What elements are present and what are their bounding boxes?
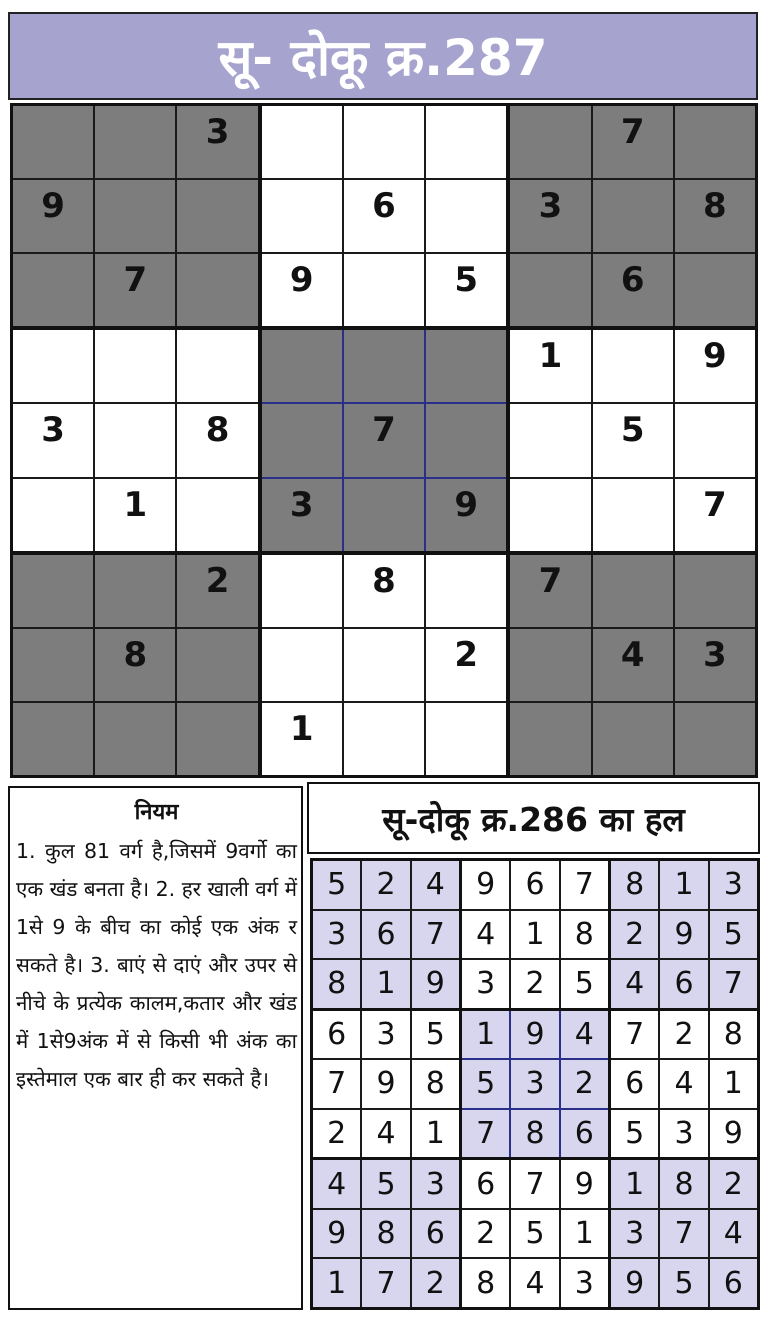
grid-cell: 8 <box>412 1060 459 1108</box>
grid-cell: 3 <box>313 911 360 959</box>
grid-cell: 3 <box>660 1110 707 1158</box>
grid-cell: 6 <box>362 911 409 959</box>
grid-cell: 4 <box>561 1011 608 1059</box>
grid-cell[interactable]: 9 <box>675 330 755 402</box>
grid-cell: 9 <box>511 1011 558 1059</box>
grid-cell[interactable]: 7 <box>510 555 590 627</box>
grid-cell[interactable] <box>510 404 590 476</box>
grid-cell[interactable] <box>510 703 590 775</box>
grid-box <box>13 106 258 326</box>
solution-title: सू-दोकू क्र.286 का हल <box>307 782 760 854</box>
grid-cell: 3 <box>462 960 509 1008</box>
grid-cell[interactable]: 3 <box>262 479 342 551</box>
grid-cell: 6 <box>412 1210 459 1258</box>
grid-cell[interactable] <box>177 254 257 326</box>
grid-cell: 1 <box>313 1259 360 1307</box>
grid-cell: 8 <box>660 1160 707 1208</box>
grid-cell: 1 <box>412 1110 459 1158</box>
grid-cell[interactable] <box>675 106 755 178</box>
grid-box <box>313 1011 459 1158</box>
grid-cell: 2 <box>412 1259 459 1307</box>
grid-cell[interactable]: 5 <box>593 404 673 476</box>
grid-box <box>462 1160 608 1307</box>
grid-cell: 3 <box>412 1160 459 1208</box>
grid-box <box>13 330 258 550</box>
grid-box <box>313 861 459 1008</box>
grid-cell[interactable]: 1 <box>95 479 175 551</box>
grid-cell[interactable] <box>426 106 506 178</box>
grid-cell: 1 <box>561 1210 608 1258</box>
grid-cell[interactable]: 3 <box>13 404 93 476</box>
grid-cell[interactable] <box>262 404 342 476</box>
grid-cell: 3 <box>710 861 757 909</box>
grid-cell: 7 <box>561 861 608 909</box>
grid-cell[interactable] <box>95 330 175 402</box>
grid-cell: 1 <box>462 1011 509 1059</box>
grid-cell: 6 <box>313 1011 360 1059</box>
grid-cell[interactable] <box>95 703 175 775</box>
grid-cell[interactable] <box>13 703 93 775</box>
grid-cell[interactable] <box>675 555 755 627</box>
grid-cell[interactable] <box>95 404 175 476</box>
grid-cell[interactable] <box>344 479 424 551</box>
grid-cell: 7 <box>362 1259 409 1307</box>
grid-cell: 9 <box>611 1259 658 1307</box>
grid-cell[interactable] <box>177 180 257 252</box>
puzzle-title: सू- दोकू क्र.287 <box>8 12 758 100</box>
grid-box <box>462 1011 608 1158</box>
grid-cell: 8 <box>313 960 360 1008</box>
rules-text: 1. कुल 81 वर्ग है,जिसमें 9वर्गो का एक खंड बनता है। 2. हर खाली वर्ग में 1से 9 के बीच का कोई एक अंक र सकते है। 3. बाएं से दाएं और उपर से नीचे के प्रत्येक कालम,कतार और खंड में 1से9अंक में से किसी भी अंक का इस्तेमाल एक बार ही कर सकते है। <box>16 839 297 1091</box>
grid-cell[interactable] <box>177 330 257 402</box>
grid-cell[interactable] <box>13 254 93 326</box>
grid-box <box>510 106 755 326</box>
grid-cell[interactable] <box>426 404 506 476</box>
grid-cell[interactable] <box>13 479 93 551</box>
grid-cell: 8 <box>511 1110 558 1158</box>
rules-panel <box>8 786 303 1310</box>
grid-cell[interactable]: 8 <box>675 180 755 252</box>
grid-cell: 1 <box>511 911 558 959</box>
grid-cell: 9 <box>462 861 509 909</box>
grid-cell: 3 <box>511 1060 558 1108</box>
grid-cell: 2 <box>462 1210 509 1258</box>
grid-cell[interactable] <box>426 703 506 775</box>
grid-cell[interactable] <box>510 629 590 701</box>
grid-cell: 2 <box>313 1110 360 1158</box>
grid-box <box>262 106 507 326</box>
grid-cell: 9 <box>561 1160 608 1208</box>
rules-heading: नियम <box>134 800 179 825</box>
grid-cell[interactable] <box>13 629 93 701</box>
sudoku-solution-grid <box>310 858 760 1310</box>
grid-cell[interactable] <box>426 180 506 252</box>
grid-cell[interactable] <box>593 479 673 551</box>
grid-box <box>611 861 757 1008</box>
grid-cell[interactable] <box>426 555 506 627</box>
grid-cell: 7 <box>462 1110 509 1158</box>
grid-cell: 3 <box>362 1011 409 1059</box>
grid-cell[interactable] <box>95 555 175 627</box>
grid-cell: 2 <box>511 960 558 1008</box>
grid-box <box>611 1160 757 1307</box>
grid-cell: 3 <box>611 1210 658 1258</box>
grid-box <box>13 555 258 775</box>
grid-cell[interactable]: 6 <box>593 254 673 326</box>
grid-cell[interactable] <box>13 330 93 402</box>
grid-cell[interactable]: 2 <box>426 629 506 701</box>
grid-cell[interactable] <box>177 479 257 551</box>
grid-cell[interactable]: 5 <box>426 254 506 326</box>
grid-cell[interactable] <box>593 703 673 775</box>
grid-cell: 2 <box>561 1060 608 1108</box>
grid-box <box>462 861 608 1008</box>
grid-cell: 4 <box>710 1210 757 1258</box>
grid-cell[interactable] <box>262 555 342 627</box>
grid-cell[interactable]: 7 <box>593 106 673 178</box>
grid-cell[interactable] <box>344 254 424 326</box>
grid-cell[interactable]: 4 <box>593 629 673 701</box>
grid-cell[interactable]: 7 <box>675 479 755 551</box>
grid-cell[interactable] <box>262 629 342 701</box>
grid-cell[interactable] <box>675 254 755 326</box>
grid-cell: 9 <box>660 911 707 959</box>
grid-cell[interactable] <box>262 180 342 252</box>
grid-cell: 6 <box>561 1110 608 1158</box>
grid-cell[interactable]: 8 <box>177 404 257 476</box>
grid-cell: 7 <box>660 1210 707 1258</box>
grid-cell[interactable]: 1 <box>510 330 590 402</box>
grid-cell: 2 <box>362 861 409 909</box>
grid-cell: 5 <box>362 1160 409 1208</box>
grid-cell[interactable]: 7 <box>95 254 175 326</box>
grid-cell[interactable] <box>593 330 673 402</box>
grid-cell: 5 <box>462 1060 509 1108</box>
grid-cell: 5 <box>611 1110 658 1158</box>
grid-cell: 6 <box>511 861 558 909</box>
grid-cell[interactable]: 3 <box>510 180 590 252</box>
grid-cell: 6 <box>611 1060 658 1108</box>
grid-cell: 5 <box>313 861 360 909</box>
grid-box <box>262 330 507 550</box>
grid-cell[interactable]: 8 <box>344 555 424 627</box>
grid-cell[interactable] <box>510 254 590 326</box>
grid-cell: 1 <box>611 1160 658 1208</box>
grid-cell: 9 <box>313 1210 360 1258</box>
grid-cell: 5 <box>710 911 757 959</box>
grid-cell: 7 <box>710 960 757 1008</box>
grid-cell: 7 <box>412 911 459 959</box>
grid-cell: 6 <box>462 1160 509 1208</box>
grid-cell[interactable] <box>177 629 257 701</box>
grid-cell: 6 <box>710 1259 757 1307</box>
grid-cell[interactable] <box>426 330 506 402</box>
grid-cell: 1 <box>362 960 409 1008</box>
grid-cell[interactable] <box>262 106 342 178</box>
grid-box <box>510 555 755 775</box>
grid-cell[interactable] <box>510 106 590 178</box>
grid-cell[interactable]: 9 <box>13 180 93 252</box>
grid-cell: 4 <box>412 861 459 909</box>
grid-cell: 4 <box>313 1160 360 1208</box>
grid-cell: 5 <box>561 960 608 1008</box>
grid-cell: 9 <box>710 1110 757 1158</box>
grid-cell: 4 <box>660 1060 707 1108</box>
grid-box <box>262 555 507 775</box>
grid-cell[interactable]: 6 <box>344 180 424 252</box>
grid-cell[interactable] <box>13 555 93 627</box>
grid-cell: 4 <box>362 1110 409 1158</box>
grid-cell[interactable]: 7 <box>344 404 424 476</box>
grid-cell[interactable] <box>593 180 673 252</box>
sudoku-puzzle-grid <box>10 103 758 778</box>
grid-cell[interactable] <box>675 404 755 476</box>
grid-cell: 4 <box>462 911 509 959</box>
grid-cell: 5 <box>412 1011 459 1059</box>
grid-cell: 3 <box>561 1259 608 1307</box>
grid-cell: 8 <box>611 861 658 909</box>
grid-cell: 9 <box>362 1060 409 1108</box>
grid-cell[interactable]: 9 <box>262 254 342 326</box>
grid-cell[interactable] <box>593 555 673 627</box>
grid-cell: 4 <box>511 1259 558 1307</box>
grid-cell[interactable]: 1 <box>262 703 342 775</box>
grid-cell[interactable] <box>344 330 424 402</box>
grid-cell[interactable] <box>510 479 590 551</box>
grid-cell[interactable]: 3 <box>675 629 755 701</box>
grid-cell: 1 <box>710 1060 757 1108</box>
grid-cell: 7 <box>511 1160 558 1208</box>
grid-cell[interactable]: 2 <box>177 555 257 627</box>
grid-box <box>611 1011 757 1158</box>
grid-cell[interactable] <box>13 106 93 178</box>
grid-cell[interactable] <box>177 703 257 775</box>
grid-cell: 5 <box>660 1259 707 1307</box>
grid-cell: 8 <box>561 911 608 959</box>
grid-cell: 9 <box>412 960 459 1008</box>
grid-cell: 1 <box>660 861 707 909</box>
grid-cell: 8 <box>462 1259 509 1307</box>
grid-cell: 7 <box>313 1060 360 1108</box>
grid-cell[interactable] <box>95 106 175 178</box>
grid-cell: 2 <box>611 911 658 959</box>
grid-cell[interactable] <box>95 180 175 252</box>
grid-cell[interactable]: 3 <box>177 106 257 178</box>
grid-cell[interactable] <box>262 330 342 402</box>
grid-cell: 7 <box>611 1011 658 1059</box>
grid-cell: 2 <box>710 1160 757 1208</box>
grid-box <box>510 330 755 550</box>
grid-cell: 5 <box>511 1210 558 1258</box>
grid-box <box>313 1160 459 1307</box>
grid-cell: 6 <box>660 960 707 1008</box>
grid-cell[interactable] <box>675 703 755 775</box>
grid-cell[interactable]: 9 <box>426 479 506 551</box>
grid-cell: 2 <box>660 1011 707 1059</box>
grid-cell: 8 <box>710 1011 757 1059</box>
grid-cell: 8 <box>362 1210 409 1258</box>
grid-cell: 4 <box>611 960 658 1008</box>
grid-cell[interactable] <box>344 629 424 701</box>
grid-cell[interactable] <box>344 106 424 178</box>
grid-cell[interactable] <box>344 703 424 775</box>
grid-cell[interactable]: 8 <box>95 629 175 701</box>
